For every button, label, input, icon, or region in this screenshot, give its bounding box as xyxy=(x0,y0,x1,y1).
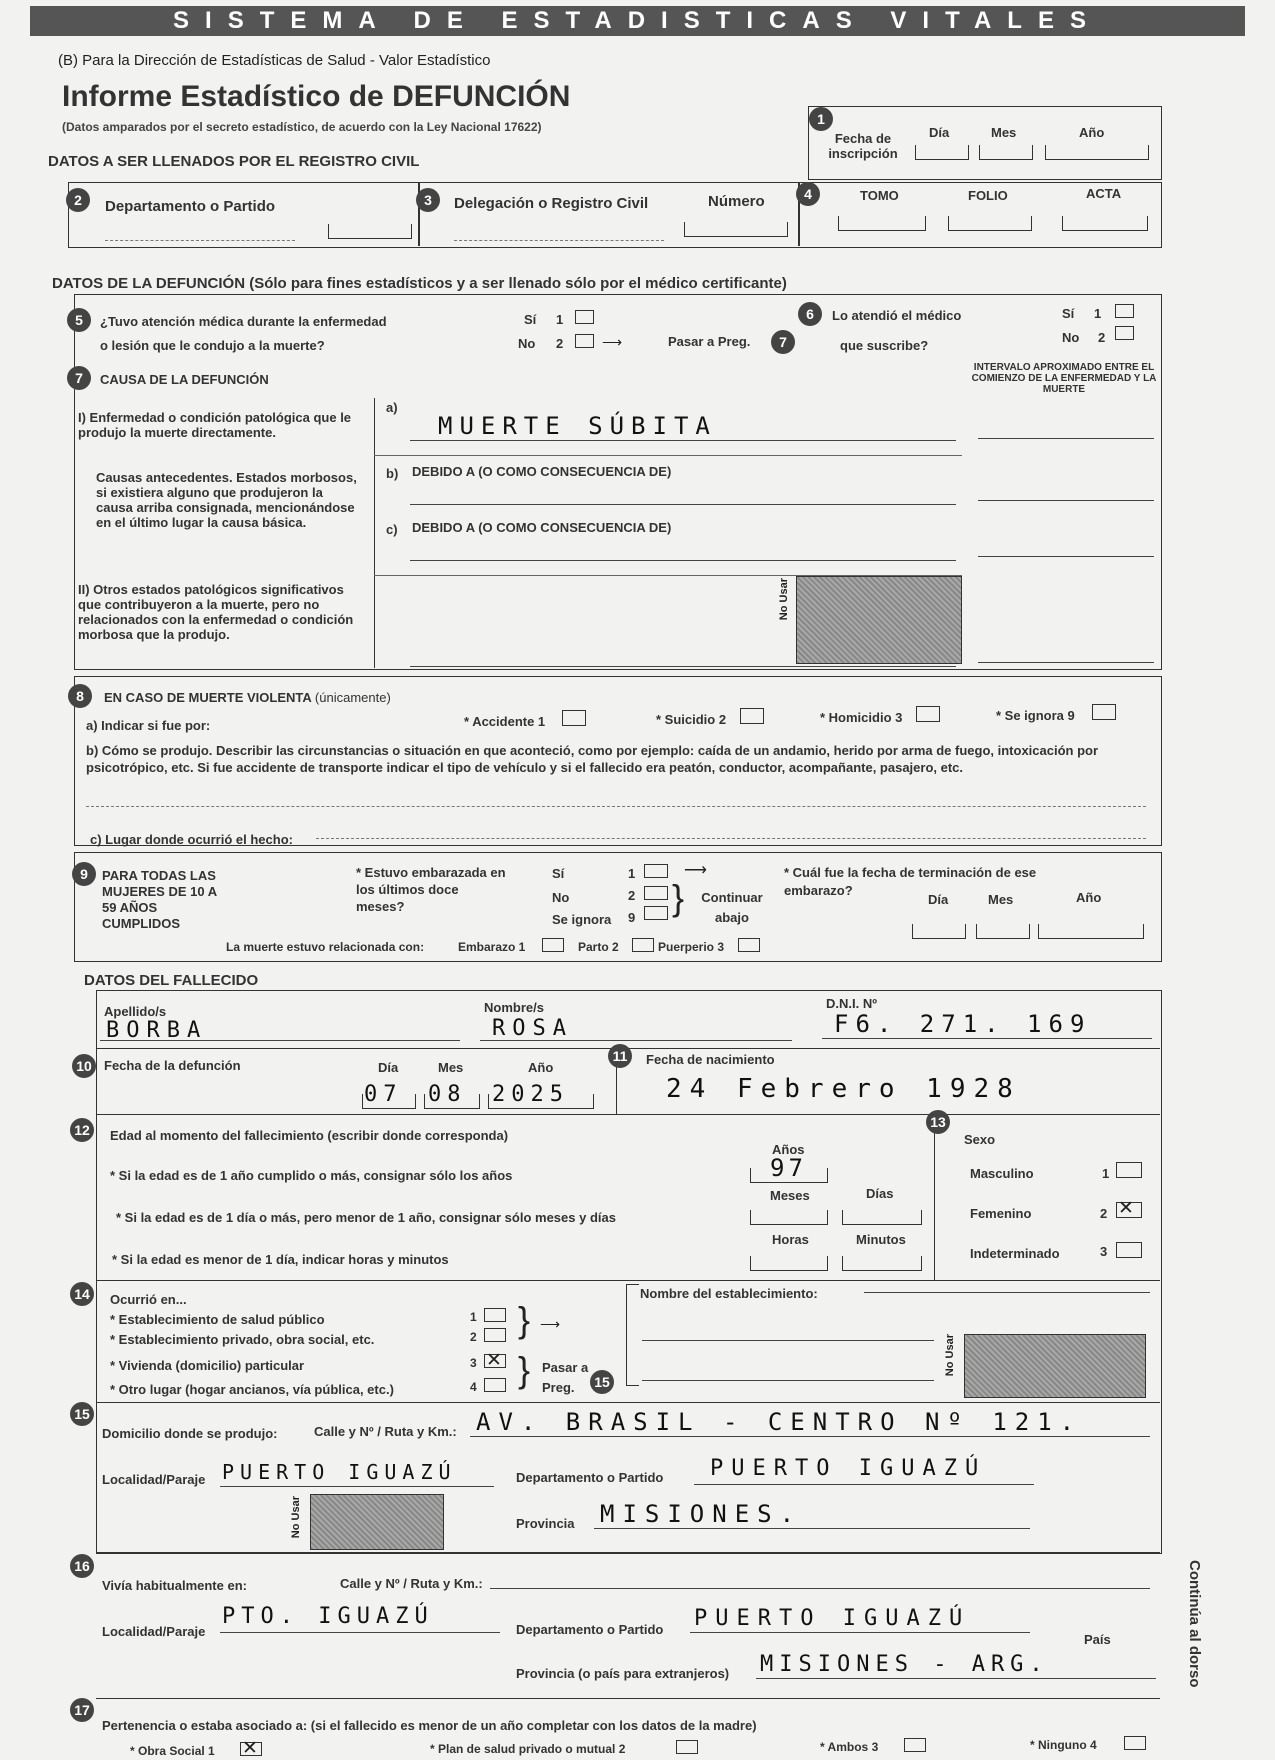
q9-puerperio: Puerperio 3 xyxy=(658,940,725,954)
q10-dia-value[interactable]: 07 xyxy=(364,1082,403,1107)
q13-fem: Femenino xyxy=(970,1206,1032,1221)
arrow-right-icon: ⟶ xyxy=(540,1316,561,1332)
q9-no: No xyxy=(552,890,570,905)
q9-fecha-q: * Cuál fue la fecha de terminación de ese embarazo? xyxy=(784,865,1037,898)
q7-no-usar-box xyxy=(796,576,962,664)
q17-label: Pertenencia o estaba asociado a: (si el fallecido es menor de un año completar con los datos de la madre) xyxy=(102,1718,757,1733)
q6-no-checkbox[interactable] xyxy=(1115,326,1134,340)
q15-provincia-label: Provincia xyxy=(516,1516,575,1531)
q7-c-intervalo[interactable] xyxy=(978,556,1154,557)
q10-mes-value[interactable]: 08 xyxy=(428,1082,467,1107)
brace-icon: } xyxy=(672,877,685,918)
q7-b-input[interactable] xyxy=(410,504,956,505)
q13-fem-code: 2 xyxy=(1100,1206,1108,1221)
q9-number: 9 xyxy=(72,862,96,886)
q9-anio-input[interactable] xyxy=(1038,924,1144,939)
q14-no-usar: No Usar xyxy=(944,1334,956,1377)
q12-r3: * Si la edad es menor de 1 día, indicar horas y minutos xyxy=(112,1252,449,1267)
q4-acta: ACTA xyxy=(1086,186,1122,201)
q12-minutos: Minutos xyxy=(856,1232,906,1247)
q8-b-input[interactable] xyxy=(86,806,1146,807)
q8-c-input[interactable] xyxy=(316,838,1146,839)
q14-o2-checkbox[interactable] xyxy=(484,1328,506,1342)
q5-no-code: 2 xyxy=(556,336,564,351)
q15-depto-label: Departamento o Partido xyxy=(516,1470,664,1485)
q5-si: Sí xyxy=(524,312,537,327)
q15-depto-value[interactable]: PUERTO IGUAZÚ xyxy=(710,1456,987,1481)
q8-ignora-checkbox[interactable] xyxy=(1092,704,1116,720)
q14-pasar-num: 15 xyxy=(590,1370,614,1394)
q4-folio-input[interactable] xyxy=(948,216,1032,231)
arrow-right-icon: ⟶ xyxy=(602,334,623,350)
q6-no-code: 2 xyxy=(1098,330,1106,345)
form-banner: SISTEMA DE ESTADISTICAS VITALES xyxy=(30,6,1245,36)
q17-o3: * Ambos 3 xyxy=(820,1740,879,1754)
q13-masc-code: 1 xyxy=(1102,1166,1110,1181)
q9-parto: Parto 2 xyxy=(578,940,619,954)
q7-label: CAUSA DE LA DEFUNCIÓN xyxy=(100,372,269,387)
q14-c3: 3 xyxy=(470,1356,477,1370)
q12-r1: * Si la edad es de 1 año cumplido o más, consignar sólo los años xyxy=(110,1168,513,1183)
q7-no-usar: No Usar xyxy=(778,578,790,621)
q16-localidad-value[interactable]: PTO. IGUAZÚ xyxy=(222,1604,434,1629)
q10-label: Fecha de la defunción xyxy=(104,1058,241,1073)
q14-o1-checkbox[interactable] xyxy=(484,1308,506,1322)
q4-folio: FOLIO xyxy=(968,188,1008,203)
q16-calle-input[interactable] xyxy=(490,1588,1150,1589)
q8-option-accidente: * Accidente 1 xyxy=(464,714,546,729)
q10-mes: Mes xyxy=(438,1060,464,1075)
q15-no-usar-box xyxy=(310,1494,444,1550)
q1-number: 1 xyxy=(809,107,833,131)
q7-ii-intervalo[interactable] xyxy=(978,662,1154,663)
q7-c-label: DEBIDO A (O COMO CONSECUENCIA DE) xyxy=(412,520,672,535)
q8-option-suicidio: * Suicidio 2 xyxy=(656,712,727,727)
q11-value[interactable]: 24 Febrero 1928 xyxy=(666,1074,1021,1104)
continua-al-dorso: Continúa al dorso xyxy=(1186,1560,1203,1688)
q12-anios-value[interactable]: 97 xyxy=(770,1154,807,1182)
fallecido-title: DATOS DEL FALLECIDO xyxy=(84,972,259,989)
q5-line1: ¿Tuvo atención médica durante la enfermedad xyxy=(100,314,387,329)
q16-depto-label: Departamento o Partido xyxy=(516,1622,664,1637)
q16-pais: País xyxy=(1084,1632,1111,1647)
q7-a: a) xyxy=(386,400,398,415)
q9-si-code: 1 xyxy=(628,866,636,881)
q6-si-code: 1 xyxy=(1094,306,1102,321)
q9-question: * Estuvo embarazada en los últimos doce meses? xyxy=(356,865,506,914)
form-subtitle: (B) Para la Dirección de Estadísticas de Salud - Valor Estadístico xyxy=(58,52,491,69)
q17-o2-checkbox[interactable] xyxy=(676,1740,698,1754)
q9-label: PARA TODAS LAS MUJERES DE 10 A 59 AÑOS CUMPLIDOS xyxy=(102,868,217,931)
q14-c4: 4 xyxy=(470,1380,477,1394)
q14-no-usar-box xyxy=(964,1334,1146,1398)
nombre-value[interactable]: ROSA xyxy=(492,1016,573,1041)
apellido-label: Apellido/s xyxy=(104,1004,167,1019)
q9-parto-checkbox[interactable] xyxy=(632,938,654,952)
q2-number: 2 xyxy=(66,188,90,212)
q4-tomo: TOMO xyxy=(860,188,899,203)
q15-no-usar: No Usar xyxy=(290,1496,302,1539)
q5-pasar-num: 7 xyxy=(771,330,795,354)
q8-option-homicidio: * Homicidio 3 xyxy=(820,710,903,725)
q14-establecimiento-input[interactable] xyxy=(864,1292,1150,1293)
q1-mes-input[interactable] xyxy=(979,145,1033,160)
q2-label: Departamento o Partido xyxy=(105,198,276,215)
q1-dia: Día xyxy=(929,125,950,140)
q12-number: 12 xyxy=(70,1118,94,1142)
legal-note: (Datos amparados por el secreto estadístico, de acuerdo con la Ley Nacional 17622) xyxy=(62,120,542,134)
q9-si: Sí xyxy=(552,866,565,881)
q9-no-code: 2 xyxy=(628,888,636,903)
q14-o4: * Otro lugar (hogar ancianos, vía pública, etc.) xyxy=(110,1382,394,1397)
q9-ignora-checkbox[interactable] xyxy=(644,906,668,920)
q13-masc-checkbox[interactable] xyxy=(1116,1162,1142,1178)
q12-meses-input[interactable] xyxy=(750,1210,828,1225)
q6-si: Sí xyxy=(1062,306,1075,321)
q16-calle-label: Calle y Nº / Ruta y Km.: xyxy=(340,1576,483,1591)
q16-localidad-label: Localidad/Paraje xyxy=(102,1624,206,1639)
q14-c1: 1 xyxy=(470,1310,477,1324)
q8-b: b) Cómo se produjo. Describir las circunstancias o situación en que aconteció, como por ejemplo: caída de un andamio, herido por arma de fuego, intoxicación por psicotrópico, etc. Si fue accidente de transporte indicar el tipo de vehículo y si el fallecido era peatón, conductor, acompañante, pasajero, etc. xyxy=(86,743,1099,775)
q9-continuar: Continuar abajo xyxy=(701,890,763,925)
q13-fem-checkbox[interactable] xyxy=(1116,1202,1142,1218)
q3-input[interactable] xyxy=(454,240,664,241)
q12-horas: Horas xyxy=(772,1232,809,1247)
q14-o1: * Establecimiento de salud público xyxy=(110,1312,325,1327)
q15-calle-label: Calle y Nº / Ruta y Km.: xyxy=(314,1424,457,1439)
q5-line2: o lesión que le condujo a la muerte? xyxy=(100,338,325,353)
q5-si-code: 1 xyxy=(556,312,564,327)
q1-label: Fecha de inscripción xyxy=(828,131,898,161)
q2-input[interactable] xyxy=(105,240,295,241)
q9-si-checkbox[interactable] xyxy=(644,864,668,878)
q6-si-checkbox[interactable] xyxy=(1115,304,1134,318)
q12-dias: Días xyxy=(866,1186,894,1201)
q7-c-input[interactable] xyxy=(410,560,956,561)
q4-acta-input[interactable] xyxy=(1062,216,1148,231)
q8-number: 8 xyxy=(68,684,92,708)
q5-pasar: Pasar a Preg. xyxy=(668,334,751,349)
q16-depto-value[interactable]: PUERTO IGUAZÚ xyxy=(694,1606,971,1631)
q8-suicidio-checkbox[interactable] xyxy=(740,708,764,724)
q9-ignora: Se ignora xyxy=(552,912,612,927)
q17-o3-checkbox[interactable] xyxy=(904,1738,926,1752)
q12-anios: Años xyxy=(772,1142,805,1157)
q1-dia-input[interactable] xyxy=(915,145,969,160)
q16-provincia-value[interactable]: MISIONES - ARG. xyxy=(760,1652,1049,1677)
q14-o3-checkbox[interactable] xyxy=(484,1354,506,1368)
q9-mes-input[interactable] xyxy=(976,924,1030,939)
q15-provincia-value[interactable]: MISIONES. xyxy=(600,1500,803,1528)
q6-number: 6 xyxy=(798,302,822,326)
q11-label: Fecha de nacimiento xyxy=(646,1052,775,1067)
nombre-label: Nombre/s xyxy=(484,1000,544,1015)
dni-value[interactable]: F6. 271. 169 xyxy=(834,1010,1092,1038)
q13-indet-code: 3 xyxy=(1100,1244,1108,1259)
q13-indet-checkbox[interactable] xyxy=(1116,1242,1142,1258)
q4-number: 4 xyxy=(796,182,820,206)
q7-c: c) xyxy=(386,522,398,537)
q17-o1-checkbox[interactable] xyxy=(240,1742,262,1756)
q10-number: 10 xyxy=(72,1054,96,1078)
q14-o4-checkbox[interactable] xyxy=(484,1378,506,1392)
q12-horas-input[interactable] xyxy=(750,1256,828,1271)
q9-anio: Año xyxy=(1076,890,1102,905)
q14-c2: 2 xyxy=(470,1330,477,1344)
q8-a: a) Indicar si fue por: xyxy=(86,718,211,733)
q7-i-label: I) Enfermedad o condición patológica que le produjo la muerte directamente. xyxy=(78,410,352,440)
q7-antecedentes: Causas antecedentes. Estados morbosos, si existiera alguno que produjeron la causa arriba consignada, mencionándose en el último lugar la causa básica. xyxy=(96,470,357,530)
q7-ii-input[interactable] xyxy=(410,666,956,667)
q17-o2: * Plan de salud privado o mutual 2 xyxy=(430,1742,626,1756)
q16-vivia: Vivía habitualmente en: xyxy=(102,1578,247,1593)
q10-anio: Año xyxy=(528,1060,554,1075)
q13-masc: Masculino xyxy=(970,1166,1034,1181)
q14-pasar: Pasar a Preg. xyxy=(542,1360,589,1395)
defuncion-title: DATOS DE LA DEFUNCIÓN (Sólo para fines estadísticos y a ser llenado sólo por el médico certificante) xyxy=(52,275,787,292)
q9-puerperio-checkbox[interactable] xyxy=(738,938,760,952)
q7-number: 7 xyxy=(67,366,91,390)
q17-o1: * Obra Social 1 xyxy=(130,1744,215,1758)
q13-indet: Indeterminado xyxy=(970,1246,1060,1261)
q4-tomo-input[interactable] xyxy=(838,216,926,231)
q15-domicilio: Domicilio donde se produjo: xyxy=(102,1426,278,1441)
q13-number: 13 xyxy=(926,1110,950,1134)
brace-icon: } xyxy=(518,1299,531,1340)
q1-anio-input[interactable] xyxy=(1045,145,1149,160)
q6-no: No xyxy=(1062,330,1080,345)
q9-embarazo: Embarazo 1 xyxy=(458,940,526,954)
arrow-right-icon: ⟶ xyxy=(684,862,707,879)
q12-meses: Meses xyxy=(770,1188,810,1203)
q7-b-intervalo[interactable] xyxy=(978,500,1154,501)
q3-numero: Número xyxy=(708,193,765,210)
q13-label: Sexo xyxy=(964,1132,996,1147)
q8-accidente-checkbox[interactable] xyxy=(562,710,586,726)
q12-dias-input[interactable] xyxy=(842,1210,922,1225)
q8-homicidio-checkbox[interactable] xyxy=(916,706,940,722)
q3-numero-input[interactable] xyxy=(684,222,788,237)
q7-a-line xyxy=(410,440,956,441)
q8-label: EN CASO DE MUERTE VIOLENTA (únicamente) xyxy=(104,690,391,705)
q3-label: Delegación o Registro Civil xyxy=(454,195,649,212)
registro-title: DATOS A SER LLENADOS POR EL REGISTRO CIVIL xyxy=(48,153,420,170)
q15-number: 15 xyxy=(70,1402,94,1426)
q11-number: 11 xyxy=(608,1044,632,1068)
q15-localidad-value[interactable]: PUERTO IGUAZÚ xyxy=(222,1460,457,1484)
q15-calle-value[interactable]: AV. BRASIL - CENTRO Nº 121. xyxy=(476,1408,1083,1436)
q6-line2: que suscribe? xyxy=(840,338,929,353)
q5-number: 5 xyxy=(67,308,91,332)
q14-o3: * Vivienda (domicilio) particular xyxy=(110,1358,305,1373)
q12-minutos-input[interactable] xyxy=(842,1256,922,1271)
dni-label: D.N.I. Nº xyxy=(826,996,877,1011)
q14-number: 14 xyxy=(70,1282,94,1306)
q14-establecimiento: Nombre del establecimiento: xyxy=(640,1286,818,1301)
q15-localidad-label: Localidad/Paraje xyxy=(102,1472,206,1487)
q16-number: 16 xyxy=(70,1554,94,1578)
q9-no-checkbox[interactable] xyxy=(644,886,668,900)
q7-b: b) xyxy=(386,466,399,481)
q12-r2: * Si la edad es de 1 día o más, pero menor de 1 año, consignar sólo meses y días xyxy=(116,1210,616,1225)
q7-a-intervalo[interactable] xyxy=(978,438,1154,439)
q7-ii-label: II) Otros estados patológicos significativos que contribuyeron a la muerte, pero no relacionados con la enfermedad o condición morbosa que la produjo. xyxy=(78,582,354,642)
q10-anio-value[interactable]: 2025 xyxy=(492,1082,569,1107)
q9-dia: Día xyxy=(928,892,949,907)
q17-o4-checkbox[interactable] xyxy=(1124,1736,1146,1750)
q1-box xyxy=(808,106,1162,180)
q3-number: 3 xyxy=(416,188,440,212)
q9-embarazo-checkbox[interactable] xyxy=(542,938,564,952)
q1-mes: Mes xyxy=(991,125,1017,140)
q8-c: c) Lugar donde ocurrió el hecho: xyxy=(90,832,293,847)
form-title: Informe Estadístico de DEFUNCIÓN xyxy=(62,80,571,113)
q5-si-checkbox[interactable] xyxy=(575,310,594,324)
q5-no: No xyxy=(518,336,536,351)
q9-ignora-code: 9 xyxy=(628,910,636,925)
q7-intervalo: INTERVALO APROXIMADO ENTRE EL COMIENZO DE LA ENFERMEDAD Y LA MUERTE xyxy=(971,362,1157,395)
q7-b-label: DEBIDO A (O COMO CONSECUENCIA DE) xyxy=(412,464,672,479)
brace-icon: } xyxy=(518,1349,531,1390)
q1-anio: Año xyxy=(1079,125,1105,140)
q2-code-input[interactable] xyxy=(328,224,412,239)
q9-relacion: La muerte estuvo relacionada con: xyxy=(226,940,425,954)
q14-o2: * Establecimiento privado, obra social, etc. xyxy=(110,1332,375,1347)
q9-dia-input[interactable] xyxy=(912,924,966,939)
q5-no-checkbox[interactable] xyxy=(575,334,594,348)
apellido-value[interactable]: BORBA xyxy=(106,1018,208,1043)
q16-provincia-label: Provincia (o país para extranjeros) xyxy=(516,1666,730,1681)
q17-number: 17 xyxy=(70,1698,94,1722)
q7-a-value[interactable]: MUERTE SÚBITA xyxy=(438,412,717,440)
q12-label: Edad al momento del fallecimiento (escribir donde corresponda) xyxy=(110,1128,509,1143)
q6-line1: Lo atendió el médico xyxy=(832,308,962,323)
q8-option-ignora: * Se ignora 9 xyxy=(996,708,1075,723)
q14-label: Ocurrió en... xyxy=(110,1292,187,1307)
q17-o4: * Ninguno 4 xyxy=(1030,1738,1097,1752)
q10-dia: Día xyxy=(378,1060,399,1075)
q9-mes: Mes xyxy=(988,892,1014,907)
